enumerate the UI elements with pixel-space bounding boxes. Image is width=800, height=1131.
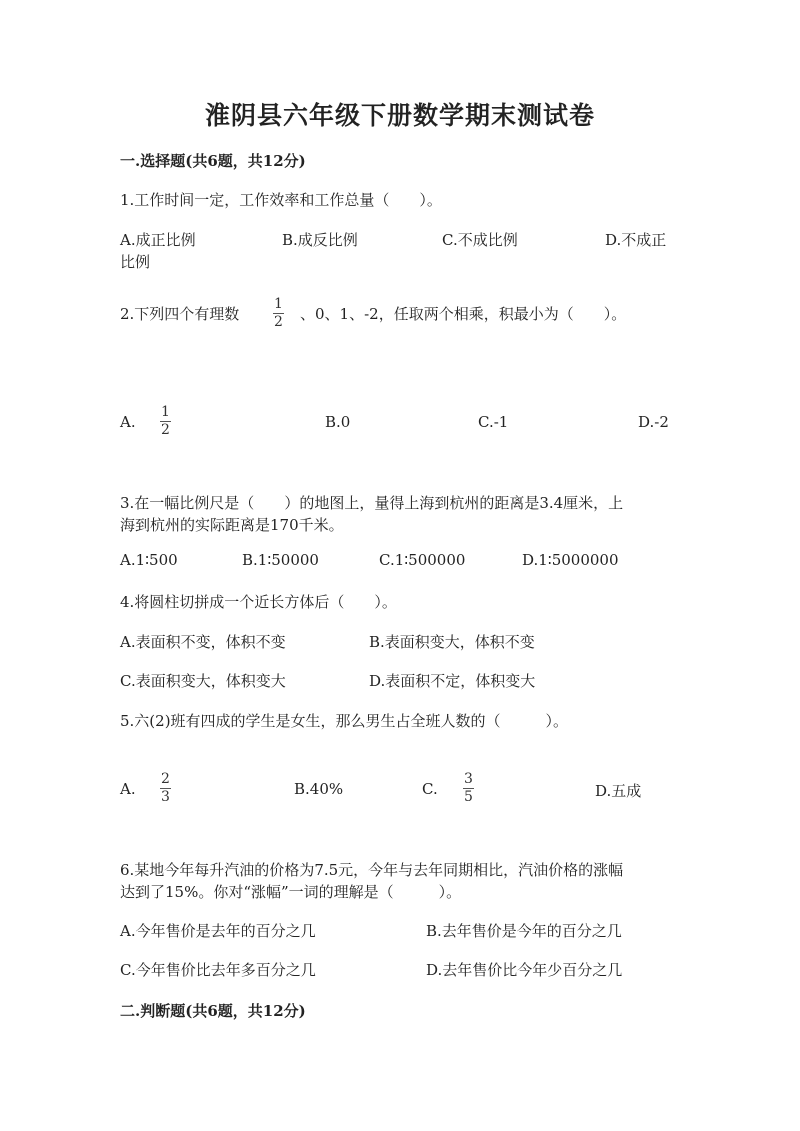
question-1-option-c: C.不成比例 (442, 231, 518, 249)
question-2-option-a-label: A. (120, 413, 136, 431)
question-1-option-d: D.不成正 (605, 231, 667, 249)
question-6-text-line-1: 6.某地今年每升汽油的价格为7.5元，今年与去年同期相比，汽油价格的涨幅 (120, 861, 624, 879)
question-2-prefix: 2.下列四个有理数 (120, 305, 240, 323)
question-5-option-d: D.五成 (595, 782, 642, 800)
question-4-option-d: D.表面积不定，体积变大 (369, 672, 536, 690)
question-1-option-d-continued: 比例 (120, 253, 151, 271)
question-6-option-b: B.去年售价是今年的百分之几 (426, 922, 622, 940)
question-2-option-c: C.-1 (478, 413, 509, 431)
question-4-option-c: C.表面积变大，体积变大 (120, 672, 286, 690)
question-5-option-c-label: C. (422, 780, 438, 798)
question-2-option-b: B.0 (325, 413, 351, 431)
question-4-option-b: B.表面积变大，体积不变 (369, 633, 535, 651)
question-1-option-a: A.成正比例 (120, 231, 196, 249)
question-1-text: 1.工作时间一定，工作效率和工作总量（ ）。 (120, 191, 442, 209)
section-heading-choice: 一.选择题(共6题，共12分) (120, 152, 306, 170)
page-title: 淮阴县六年级下册数学期末测试卷 (204, 101, 595, 130)
question-4-option-a: A.表面积不变，体积不变 (120, 633, 286, 651)
question-3-text-line-1: 3.在一幅比例尺是（ ）的地图上，量得上海到杭州的距离是3.4厘米，上 (120, 494, 624, 512)
question-5-option-a-fraction (160, 772, 171, 805)
fraction-denominator: 3 (161, 789, 170, 805)
question-2-option-d: D.-2 (638, 413, 669, 431)
question-6-text-line-2: 达到了15%。你对“涨幅”一词的理解是（ ）。 (120, 883, 462, 901)
fraction-denominator: 5 (464, 789, 473, 805)
fraction-denominator: 2 (274, 314, 283, 330)
question-6-option-d: D.去年售价比今年少百分之几 (426, 961, 623, 979)
question-5-option-a-label: A. (120, 780, 136, 798)
question-2-suffix: 、0、1、-2，任取两个相乘，积最小为（ ）。 (300, 305, 627, 323)
section-heading-true-false: 二.判断题(共6题，共12分) (120, 1002, 306, 1020)
question-3-text-line-2: 海到杭州的实际距离是170千米。 (120, 516, 344, 534)
question-6-option-a: A.今年售价是去年的百分之几 (120, 922, 316, 940)
fraction-numerator: 2 (161, 771, 170, 787)
question-3-option-d: D.1∶5000000 (522, 551, 619, 569)
question-6-option-c: C.今年售价比去年多百分之几 (120, 961, 316, 979)
question-4-text: 4.将圆柱切拼成一个近长方体后（ ）。 (120, 593, 397, 611)
question-3-option-c: C.1∶500000 (379, 551, 466, 569)
question-3-option-a: A.1∶500 (120, 551, 178, 569)
question-5-text: 5.六(2)班有四成的学生是女生，那么男生占全班人数的（ ）。 (120, 712, 569, 730)
fraction-numerator: 1 (274, 296, 283, 312)
question-1-option-b: B.成反比例 (282, 231, 358, 249)
fraction-denominator: 2 (161, 422, 170, 438)
question-2-fraction (273, 297, 284, 330)
question-3-option-b: B.1∶50000 (242, 551, 319, 569)
question-5-option-c-fraction (463, 772, 474, 805)
question-2-option-a-fraction (160, 405, 171, 438)
fraction-numerator: 3 (464, 771, 473, 787)
question-5-option-b: B.40% (294, 780, 344, 798)
fraction-numerator: 1 (161, 404, 170, 420)
